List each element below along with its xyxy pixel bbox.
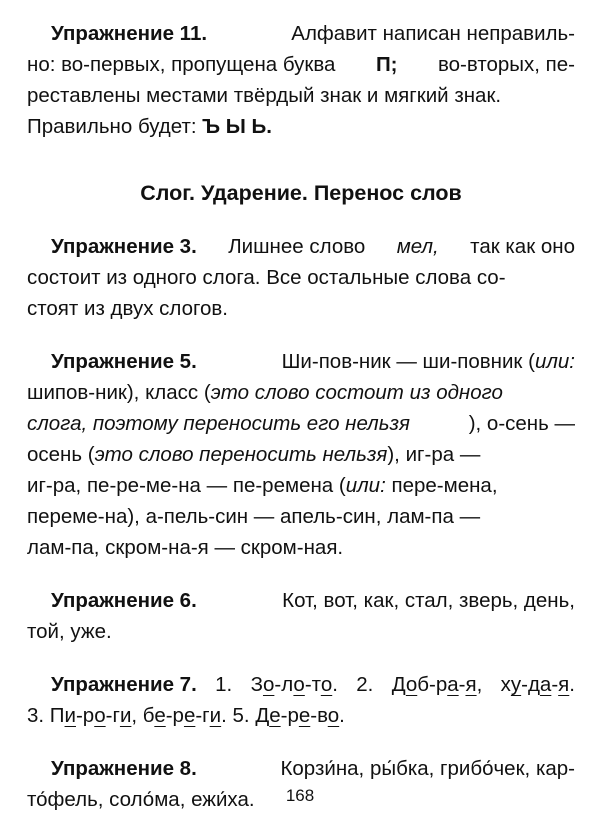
- text: во-вторых, пе-: [437, 53, 575, 76]
- text: Правильно будет:: [27, 115, 203, 138]
- text-line: [27, 753, 575, 784]
- page-number: 168: [285, 786, 315, 805]
- syllable-word: Пи-ро-ги,: [49, 704, 138, 727]
- text: ), о-сень —: [468, 412, 575, 435]
- text: Ши-пов-ник — ши-повник (или:: [281, 350, 575, 373]
- text-line: [27, 585, 575, 616]
- text-line: [27, 669, 575, 700]
- text: 2.: [356, 673, 374, 696]
- bold-letter: П;: [375, 53, 398, 76]
- text-line: то́фель, соло́ма, ежи́ха.: [27, 788, 255, 811]
- exercise-5: [27, 346, 575, 563]
- text-line: реставлены местами твёрдый знак и мягкий знак.: [27, 84, 502, 107]
- exercise-label: Упражнение 6.: [51, 589, 197, 612]
- syllable-word: Де-ре-во.: [255, 704, 345, 727]
- spacer: [27, 731, 575, 753]
- exercise-3: [27, 231, 575, 324]
- text-line: состоит из одного слога. Все остальные слова со-: [27, 266, 506, 289]
- text-line: лам-па, скром-на-я — скром-ная.: [27, 536, 344, 559]
- text-line: [27, 18, 575, 49]
- text: Корзи́на, ры́бка, грибо́чек, кар-: [280, 757, 575, 780]
- italic-text: слога, поэтому переносить его нельзя: [27, 412, 411, 435]
- document-page: [27, 18, 575, 815]
- text-line: [27, 111, 575, 142]
- exercise-7: [27, 669, 575, 731]
- italic-word: мел,: [396, 235, 439, 258]
- text-line: переме-на), а-пель-син — апель-син, лам-па —: [27, 505, 481, 528]
- exercise-label: Упражнение 5.: [51, 350, 197, 373]
- text-line: [27, 49, 575, 80]
- text-line: [27, 377, 575, 408]
- text-line: [27, 439, 575, 470]
- bold-letters: Ъ Ы Ь.: [202, 115, 272, 138]
- syllable-word: Зо-ло-то.: [250, 673, 338, 696]
- text: но: во-первых, пропущена буква: [27, 53, 336, 76]
- exercise-label: Упражнение 11.: [51, 22, 208, 45]
- exercise-6: [27, 585, 575, 647]
- text: Алфавит написан неправиль-: [291, 22, 575, 45]
- text-line: [27, 408, 575, 439]
- text: так как оно: [470, 235, 575, 258]
- syllable-word: бе-ре-ги.: [142, 704, 227, 727]
- exercise-label: Упражнение 3.: [51, 235, 197, 258]
- text-line: [27, 346, 575, 377]
- exercise-label: Упражнение 8.: [51, 757, 197, 780]
- syllable-word: Доб-ра-я,: [391, 673, 483, 696]
- text-line: стоят из двух слогов.: [27, 297, 228, 320]
- exercise-label: Упражнение 7.: [51, 673, 197, 696]
- text: шипов-ник), класс (это слово состоит из одного: [27, 381, 503, 404]
- text-line: [27, 700, 575, 731]
- text: 3.: [27, 704, 50, 727]
- text: 5.: [226, 704, 256, 727]
- text-line: [27, 470, 575, 501]
- text: иг-ра, пе-ре-ме-на — пе-ремена (или: пере-мена,: [27, 474, 498, 497]
- text-line: той, уже.: [27, 620, 112, 643]
- text: Лишнее слово: [228, 235, 366, 258]
- section-heading: Слог. Ударение. Перенос слов: [140, 181, 462, 205]
- exercise-11: [27, 18, 575, 142]
- text-line: [27, 231, 575, 262]
- spacer: [27, 324, 575, 346]
- text: Кот, вот, как, стал, зверь, день,: [282, 589, 575, 612]
- spacer: [27, 647, 575, 669]
- spacer: [27, 563, 575, 585]
- text: 1.: [215, 673, 233, 696]
- text: осень (это слово переносить нельзя), иг-ра —: [27, 443, 481, 466]
- syllable-word: ху-да-я.: [500, 673, 575, 696]
